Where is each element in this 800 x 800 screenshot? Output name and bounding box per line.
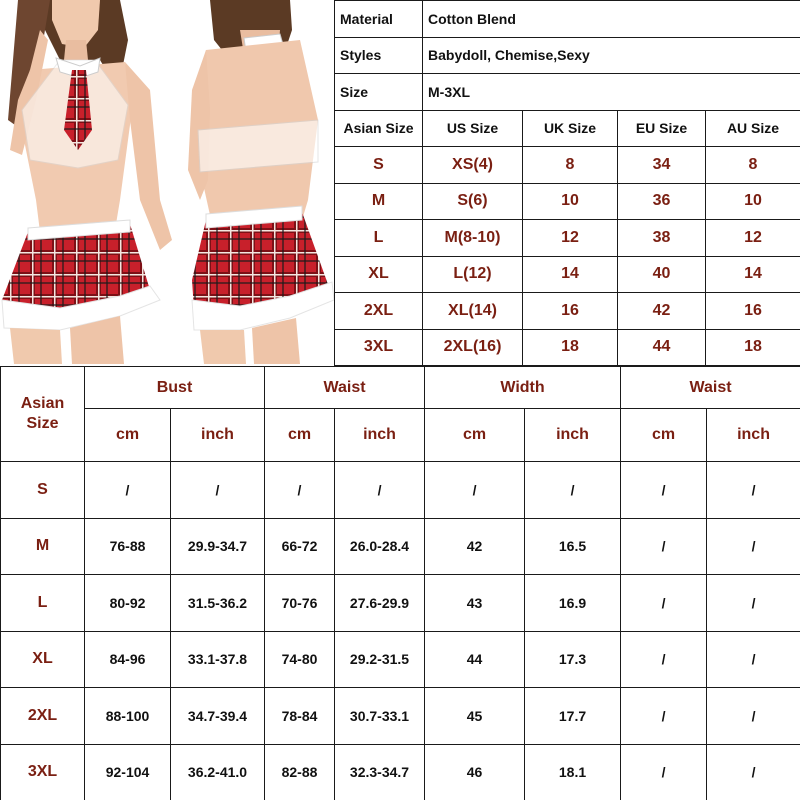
table-cell: 18 <box>523 329 618 366</box>
size-cell: 3XL <box>1 744 85 800</box>
table-cell: 46 <box>425 744 525 800</box>
table-cell: L <box>335 220 423 257</box>
table-cell: 2XL(16) <box>423 329 523 366</box>
asian-size-header-line1: Asian <box>20 395 65 412</box>
table-row <box>335 183 800 220</box>
table-cell: 29.2-31.5 <box>335 631 425 688</box>
table-cell: 29.9-34.7 <box>171 518 265 575</box>
table-row <box>335 293 800 330</box>
table-cell: 31.5-36.2 <box>171 575 265 632</box>
table-cell: S(6) <box>423 183 523 220</box>
table-cell: 16.9 <box>525 575 621 632</box>
table-row <box>1 744 800 800</box>
table-cell: 10 <box>523 183 618 220</box>
table-cell: M <box>335 183 423 220</box>
unit-header: cm <box>425 409 525 462</box>
measurement-rows <box>1 462 800 800</box>
asian-size-header <box>1 367 85 462</box>
table-row <box>335 147 800 184</box>
table-cell: 33.1-37.8 <box>171 631 265 688</box>
table-cell: S <box>335 147 423 184</box>
table-cell: 84-96 <box>85 631 171 688</box>
spec-value: M-3XL <box>423 74 800 111</box>
table-cell: 17.7 <box>525 688 621 745</box>
table-cell: 26.0-28.4 <box>335 518 425 575</box>
size-table-header <box>335 110 800 147</box>
column-header: Asian Size <box>335 110 423 147</box>
group-header-waist: Waist <box>265 367 425 409</box>
group-header-width: Width <box>425 367 621 409</box>
table-cell: 34.7-39.4 <box>171 688 265 745</box>
spec-value: Cotton Blend <box>423 1 800 38</box>
table-cell: / <box>525 462 621 519</box>
table-cell: 27.6-29.9 <box>335 575 425 632</box>
table-row <box>1 462 800 519</box>
table-cell: 18.1 <box>525 744 621 800</box>
table-cell: / <box>621 518 707 575</box>
unit-header: inch <box>335 409 425 462</box>
table-cell: 74-80 <box>265 631 335 688</box>
table-cell: 80-92 <box>85 575 171 632</box>
table-row <box>1 575 800 632</box>
table-cell: 2XL <box>335 293 423 330</box>
size-cell: L <box>1 575 85 632</box>
table-cell: / <box>707 575 800 632</box>
unit-header: inch <box>171 409 265 462</box>
unit-header: cm <box>85 409 171 462</box>
size-cell: M <box>1 518 85 575</box>
unit-header: cm <box>265 409 335 462</box>
table-cell: 14 <box>523 256 618 293</box>
table-cell: 3XL <box>335 329 423 366</box>
column-header: US Size <box>423 110 523 147</box>
table-cell: 16 <box>523 293 618 330</box>
table-cell: 82-88 <box>265 744 335 800</box>
table-row <box>1 688 800 745</box>
column-header: AU Size <box>706 110 800 147</box>
front-view-figure <box>2 0 172 364</box>
spec-value: Babydoll, Chemise,Sexy <box>423 37 800 74</box>
asian-size-header-line2: Size <box>26 415 59 432</box>
spec-label: Size <box>335 74 423 111</box>
unit-header: inch <box>707 409 800 462</box>
table-cell: 44 <box>425 631 525 688</box>
table-cell: 43 <box>425 575 525 632</box>
table-cell: 70-76 <box>265 575 335 632</box>
back-view-figure <box>188 0 334 364</box>
table-cell: 76-88 <box>85 518 171 575</box>
table-cell: 8 <box>706 147 800 184</box>
table-cell: 40 <box>618 256 706 293</box>
table-row <box>335 329 800 366</box>
table-row <box>335 256 800 293</box>
table-cell: 16.5 <box>525 518 621 575</box>
table-cell: 78-84 <box>265 688 335 745</box>
spec-row-material <box>335 1 800 38</box>
table-cell: / <box>707 518 800 575</box>
table-row <box>1 631 800 688</box>
group-header-waist-2: Waist <box>621 367 800 409</box>
table-cell: 44 <box>618 329 706 366</box>
table-cell: 92-104 <box>85 744 171 800</box>
table-cell: 36.2-41.0 <box>171 744 265 800</box>
table-cell: 10 <box>706 183 800 220</box>
size-cell: XL <box>1 631 85 688</box>
size-cell: S <box>1 462 85 519</box>
measurement-table <box>0 366 800 800</box>
table-cell: M(8-10) <box>423 220 523 257</box>
table-cell: 16 <box>706 293 800 330</box>
table-row <box>335 220 800 257</box>
spec-label: Styles <box>335 37 423 74</box>
table-cell: 30.7-33.1 <box>335 688 425 745</box>
unit-header: inch <box>525 409 621 462</box>
table-cell: / <box>265 462 335 519</box>
table-cell: / <box>85 462 171 519</box>
measure-unit-header <box>1 409 800 462</box>
spec-label: Material <box>335 1 423 38</box>
spec-and-size-table <box>334 0 800 366</box>
table-cell: 14 <box>706 256 800 293</box>
table-cell: 45 <box>425 688 525 745</box>
unit-header: cm <box>621 409 707 462</box>
table-cell: 36 <box>618 183 706 220</box>
product-photo <box>0 0 334 364</box>
column-header: UK Size <box>523 110 618 147</box>
table-cell: 32.3-34.7 <box>335 744 425 800</box>
table-cell: 66-72 <box>265 518 335 575</box>
table-cell: / <box>707 688 800 745</box>
table-cell: / <box>335 462 425 519</box>
measure-group-header <box>1 367 800 409</box>
table-cell: / <box>621 744 707 800</box>
table-cell: XL <box>335 256 423 293</box>
table-cell: / <box>425 462 525 519</box>
table-cell: 17.3 <box>525 631 621 688</box>
spec-row-styles <box>335 37 800 74</box>
table-cell: 12 <box>523 220 618 257</box>
spec-row-size <box>335 74 800 111</box>
column-header: EU Size <box>618 110 706 147</box>
table-cell: / <box>621 575 707 632</box>
table-cell: / <box>621 631 707 688</box>
table-cell: L(12) <box>423 256 523 293</box>
table-cell: 88-100 <box>85 688 171 745</box>
table-cell: XL(14) <box>423 293 523 330</box>
table-cell: / <box>707 462 800 519</box>
table-cell: 12 <box>706 220 800 257</box>
table-cell: / <box>621 688 707 745</box>
table-cell: 42 <box>618 293 706 330</box>
table-cell: 42 <box>425 518 525 575</box>
table-cell: / <box>171 462 265 519</box>
table-cell: / <box>707 744 800 800</box>
group-header-bust: Bust <box>85 367 265 409</box>
table-row <box>1 518 800 575</box>
size-cell: 2XL <box>1 688 85 745</box>
table-cell: XS(4) <box>423 147 523 184</box>
table-cell: 38 <box>618 220 706 257</box>
table-cell: 34 <box>618 147 706 184</box>
table-cell: / <box>707 631 800 688</box>
table-cell: 8 <box>523 147 618 184</box>
table-cell: / <box>621 462 707 519</box>
table-cell: 18 <box>706 329 800 366</box>
